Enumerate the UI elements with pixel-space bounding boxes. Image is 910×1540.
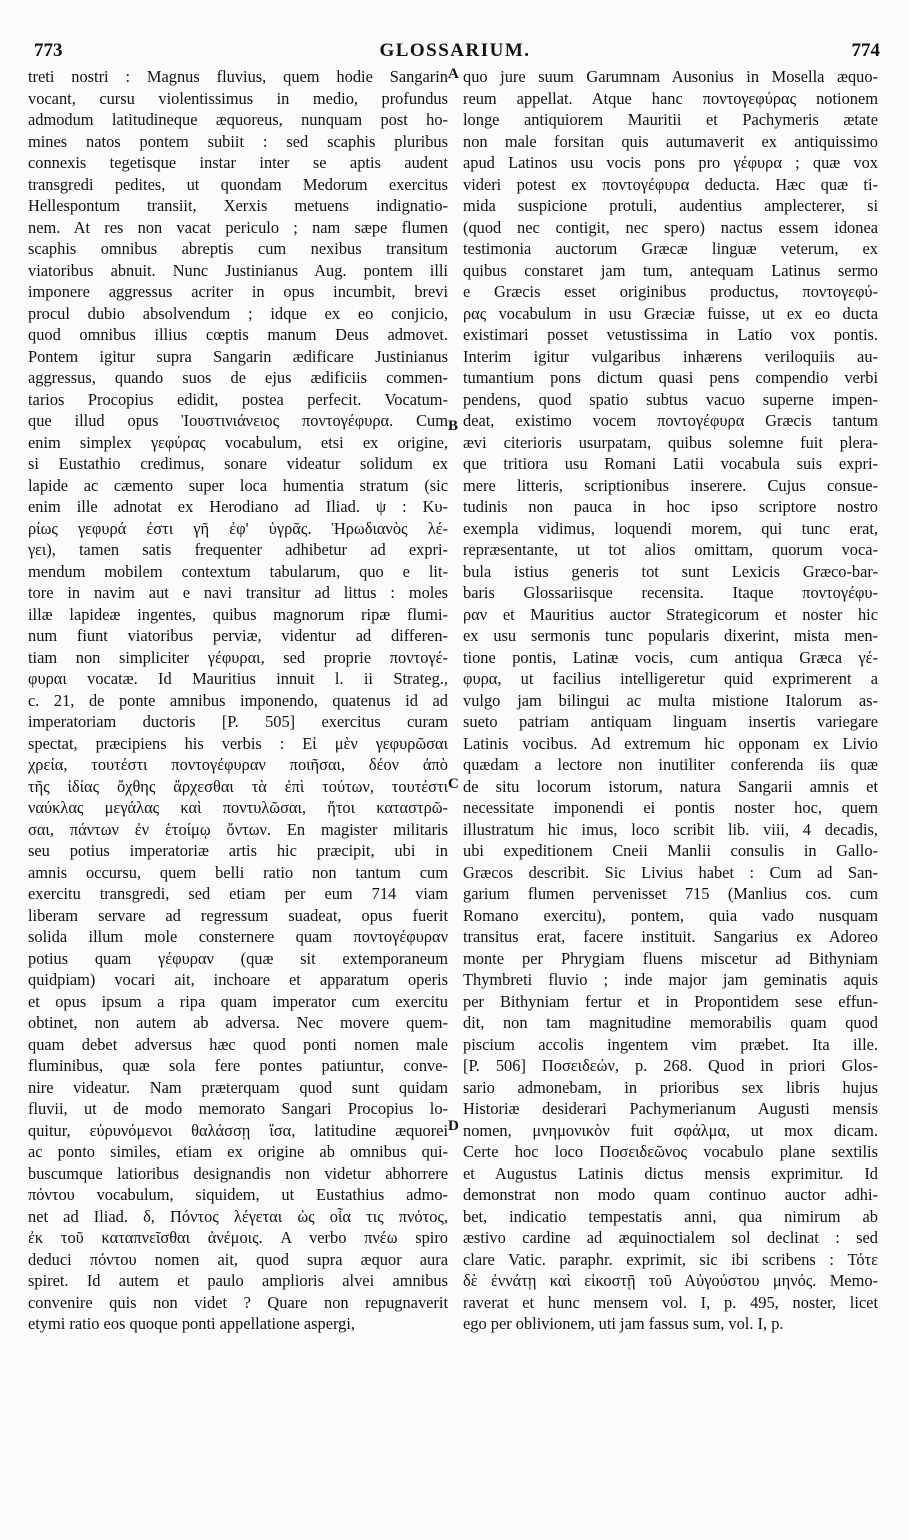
text-line: imperatoriam ductoris [P. 505] exercitus curam bbox=[28, 712, 448, 731]
text-line: treti nostri : Magnus fluvius, quem hodie Sangarin bbox=[28, 67, 448, 86]
text-line: ævi citerioris usurpatam, quibus solemne fuit plera- bbox=[463, 432, 878, 452]
text-line: lapide ac cæmento super loca humentia stratum (sic bbox=[28, 475, 448, 495]
text-line: existimari posset vetustissima in Latio vox pontis. bbox=[463, 325, 878, 344]
text-line: aggressus, quando suos de ejus ædificiis commen- bbox=[28, 368, 448, 387]
text-line: deduci πόντου nomen ait, quod supra æquor aura bbox=[28, 1249, 448, 1269]
text-line: tarios Procopius edidit, postea perfecit. Vocatum- bbox=[28, 389, 448, 409]
text-line: imponere aggressus acriter in opus incumbit, brevi bbox=[28, 282, 448, 301]
text-line: demonstrat non modo quam continuo auctor adhi- bbox=[463, 1185, 878, 1204]
text-line: quitur, εὐρυνόμενοι θαλάσσῃ ἴσα, latitudine æquorei bbox=[28, 1120, 448, 1140]
text-line: illustratum hic imus, loco scribit lib. viii, 4 decadis, bbox=[463, 819, 878, 839]
text-line: Interim igitur vulgaribus inhærens veriloquiis au- bbox=[463, 346, 878, 366]
text-line: que tritiora usu Romani Latii vocabula suis expri- bbox=[463, 454, 878, 473]
text-line: connexis tegetisque instar inter se aptis audent bbox=[28, 153, 448, 172]
text-line: Romano exercitu), pontem, quia vado nusquam bbox=[463, 905, 878, 925]
text-line: δὲ ἐννάτῃ καὶ εἰκοστῇ τοῦ Αὐγούστου μηνός. Memo- bbox=[463, 1271, 878, 1290]
text-line: illæ lapideæ ingentes, quibus magnorum ripæ flumi- bbox=[28, 604, 448, 624]
text-line: necessitate imponendi ei pontis noster hoc, quem bbox=[463, 798, 878, 817]
text-line: φυρα, ut facilius intelligeretur quid exprimerent a bbox=[463, 669, 878, 688]
text-line: ubi expeditionem Cneii Manlii consulis in Gallo- bbox=[463, 841, 878, 860]
text-line: sueto patriam antiquam linguam insertis variegare bbox=[463, 712, 878, 731]
text-line: tione pontis, Latinæ vocis, cum antiqua Græca γέ- bbox=[463, 647, 878, 667]
text-line: φυραι vocatæ. Id Mauritius innuit l. ii Strateg., bbox=[28, 669, 448, 688]
text-line: ac ponto similes, etiam ex origine ab omnibus qui- bbox=[28, 1142, 448, 1161]
margin-letter-c: C bbox=[448, 776, 459, 792]
text-line: tore in navim aut e navi transitur ad littus : moles bbox=[28, 583, 448, 602]
text-line: transitus erat, facere instituit. Sangarius ex Adoreo bbox=[463, 927, 878, 946]
text-line: ex usu sermonis tunc popularis dixerint, mista men- bbox=[463, 626, 878, 645]
text-line: tudinis non pauca in hoc ipso scriptore nostro bbox=[463, 497, 878, 516]
text-line: bet, indicatio tempestatis anni, qua nimirum ab bbox=[463, 1206, 878, 1226]
page-number-right: 774 bbox=[851, 40, 880, 61]
text-line: quædam a lectore non inutiliter conferenda iis quæ bbox=[463, 755, 878, 774]
text-line: enim simplex γεφύρας vocabulum, etsi ex origine, bbox=[28, 432, 448, 452]
text-line: et Augustus Latinis dictus mensis exprimitur. Id bbox=[463, 1163, 878, 1183]
text-line: reum appellat. Atque hanc ποντογεφύρας notionem bbox=[463, 88, 878, 108]
text-line: ego per oblivionem, uti jam fassus sum, vol. I, p. bbox=[463, 1314, 784, 1333]
text-line: sario admonebam, in prioribus sex libris hujus bbox=[463, 1077, 878, 1097]
text-line: quam debet adversus hæc quod ponti nomen male bbox=[28, 1034, 448, 1054]
text-line: quo jure suum Garumnam Ausonius in Mosella æquo- bbox=[463, 67, 878, 86]
text-line: scaphis omnibus abreptis cum nexibus transitum bbox=[28, 239, 448, 258]
text-line: si Eustathio credimus, sonare videatur solidum ex bbox=[28, 454, 448, 473]
margin-letter-a: A bbox=[448, 66, 459, 82]
text-line: mere litteris, scriptionibus inserere. Cujus consue- bbox=[463, 475, 878, 495]
text-line: videri potest ex ποντογέφυρα deducta. Hæc quæ ti- bbox=[463, 174, 878, 194]
text-line: obtinet, non autem ab adversa. Nec movere quem- bbox=[28, 1013, 448, 1032]
text-line: c. 21, de ponte amnibus imponendo, quatenus id ad bbox=[28, 690, 448, 710]
text-line: deat, existimo vocem ποντογέφυρα Græcis tantum bbox=[463, 411, 878, 430]
text-line: procul dubio absolvendum ; idque ex eo conjicio, bbox=[28, 303, 448, 323]
text-line: convenire quis non videt ? Quare non repugnaverit bbox=[28, 1292, 448, 1312]
text-line: potius quam γέφυραν (quæ sit extemporaneum bbox=[28, 948, 448, 968]
text-line: viatoribus abnuit. Nunc Justinianus Aug. pontem illi bbox=[28, 260, 448, 280]
text-line: fluminibus, quæ sola fere pontes patiuntur, conve- bbox=[28, 1056, 448, 1075]
text-line: (quod nec contigit, nec spero) nactus essem idonea bbox=[463, 217, 878, 237]
text-line: mida suspicione protuli, audentius amplecterer, si bbox=[463, 196, 878, 215]
text-line: γει), tamen satis frequenter adhibetur ad expri- bbox=[28, 540, 448, 559]
text-line: Latinis vocibus. Ad extremum hic opponam ex Livio bbox=[463, 733, 878, 753]
text-line: nomen, μνημονικὸν fuit σφάλμα, ut mox dicam. bbox=[463, 1120, 878, 1140]
text-line: ρας vocabulum in usu Græciæ fuisse, ut ex eo ducta bbox=[463, 303, 878, 323]
text-line: Thymbreti fluvio ; inde major jam geminatis aquis bbox=[463, 970, 878, 989]
margin-letter-b: B bbox=[448, 418, 459, 434]
text-line: seu potius imperatoriæ artis hic præcipit, ubi in bbox=[28, 841, 448, 860]
text-line: ἐκ τοῦ καταπνεῖσθαι ἀνέμοις. A verbo πνέω spiro bbox=[28, 1228, 448, 1247]
text-line: spectat, præcipiens his verbis : Εἰ μὲν γεφυρῶσαι bbox=[28, 733, 448, 753]
text-line: baris Glossariisque recensita. Itaque ποντογέφυ- bbox=[463, 583, 878, 602]
text-line: per Bithyniam fertur et in Propontidem sese effun- bbox=[463, 991, 878, 1011]
text-line: tumantium pons dictum quasi pens compendio verbi bbox=[463, 368, 878, 387]
text-line: bula istius generis tot sunt Lexicis Græco-bar- bbox=[463, 561, 878, 581]
text-line: tiam non simpliciter γέφυραι, sed proprie ποντογέ- bbox=[28, 647, 448, 667]
text-line: enim ille adnotat ex Herodiano ad Iliad. ψ : Κυ- bbox=[28, 497, 448, 516]
text-line: amnis occursu, quem belli ratio non tantum cum bbox=[28, 862, 448, 882]
text-line: dit, non tam magnitudine memorabilis quam quod bbox=[463, 1013, 878, 1032]
text-line: quidpiam) vocari ait, inchoare et apparatum operis bbox=[28, 970, 448, 989]
text-line: nem. At res non vacat periculo ; nam sæpe flumen bbox=[28, 217, 448, 237]
text-line: monte per Phrygiam fluens miscetur ad Bithyniam bbox=[463, 948, 878, 968]
text-line: χρεία, τουτέστι ποντογέφυραν ποιῆσαι, δέον ἀπὸ bbox=[28, 755, 448, 774]
text-line: repræsentante, ut tot alios omittam, quorum voca- bbox=[463, 540, 878, 559]
running-title: GLOSSARIUM. bbox=[379, 40, 531, 61]
page-header bbox=[30, 40, 880, 66]
text-line: vocant, cursu violentissimus in medio, profundus bbox=[28, 88, 448, 108]
text-line: τῆς ἰδίας ὄχθης ἄρχεσθαι τὰ ἐπὶ τούτων, τουτέστι bbox=[28, 776, 448, 796]
text-line: etymi ratio eos quoque ponti appellatione aspergi, bbox=[28, 1314, 355, 1333]
text-line: quod omnibus illius cœptis manum Deus admovet. bbox=[28, 325, 448, 344]
text-line: de situ locorum istorum, natura Sangarii amnis et bbox=[463, 776, 878, 796]
text-line: que illud opus Ἰουστινιάνειος ποντογέφυρα. Cum bbox=[28, 411, 448, 430]
text-line: ραν et Mauritius auctor Strategicorum et noster hic bbox=[463, 604, 878, 624]
text-line: num fiunt viatoribus perviæ, videntur ad differen- bbox=[28, 626, 448, 645]
text-line: Hellespontum transiit, Xerxis metuens indignatio- bbox=[28, 196, 448, 215]
text-line: transgredi pedites, ut quondam Medorum exercitus bbox=[28, 174, 448, 194]
text-line: Græcos describit. Sic Livius habet : Cum ad San- bbox=[463, 862, 878, 882]
text-line: clare Vatic. paraphr. exprimit, sic ibi scribens : Τότε bbox=[463, 1249, 878, 1269]
text-line: πόντου vocabulum, siquidem, ut Eustathius admo- bbox=[28, 1185, 448, 1204]
text-line: spiret. Id autem et paulo amplioris alvei amnibus bbox=[28, 1271, 448, 1290]
text-line: Pontem igitur supra Sangarin ædificare Justinianus bbox=[28, 346, 448, 366]
text-line: net ad Iliad. δ, Πόντος λέγεται ὡς οἷα τις πνότος, bbox=[28, 1206, 448, 1226]
text-line: mendum mobilem contextum tabularum, quo e lit- bbox=[28, 561, 448, 581]
text-line: liberam servare ad regressum suadeat, opus fuerit bbox=[28, 905, 448, 925]
page-number-left: 773 bbox=[34, 40, 63, 61]
text-line: apud Latinos usu vocis pons pro γέφυρα ; quæ vox bbox=[463, 153, 878, 172]
text-line: exercitu transgredi, sed etiam per eum 714 viam bbox=[28, 884, 448, 903]
text-line: ρίως γεφυρά ἐστι γῆ ἐφ' ὑγρᾶς. Ἡρωδιανὸς λέ- bbox=[28, 518, 448, 538]
text-line: solida illum mole consternere quam ποντογέφυραν bbox=[28, 927, 448, 946]
text-line: e Græcis esset originibus productus, ποντογεφύ- bbox=[463, 282, 878, 301]
text-line: σαι, πάντων ἐν ἑτοίμῳ ὄντων. En magister militaris bbox=[28, 819, 448, 839]
text-line: mines natos pontem subiit : sed scaphis pluribus bbox=[28, 131, 448, 151]
text-line: pendens, quod spatio subtus vacuo superne impen- bbox=[463, 389, 878, 409]
margin-letter-d: D bbox=[448, 1118, 459, 1134]
text-line: piscium accolis ingentem vim præbet. Ita ille. bbox=[463, 1034, 878, 1054]
text-line: longe antiquiorem Mauritii et Pachymeris ætate bbox=[463, 110, 878, 129]
text-line: testimonia auctorum Græcæ linguæ veterum, ex bbox=[463, 239, 878, 258]
right-text-column bbox=[463, 66, 878, 1335]
text-line: raverat et hunc mensem vol. I, p. 495, noster, licet bbox=[463, 1292, 878, 1312]
text-line: æstivo cardine ad æquinoctialem sol declinat : sed bbox=[463, 1228, 878, 1247]
text-line: admodum latitudineque æquoreus, nunquam post ho- bbox=[28, 110, 448, 129]
text-line: fluvii, ut de modo memorato Sangari Procopius lo- bbox=[28, 1099, 448, 1118]
text-line: quibus constaret jam tum, antequam Latinus sermo bbox=[463, 260, 878, 280]
text-line: buscumque latioribus designandis non videtur abhorrere bbox=[28, 1163, 448, 1183]
text-line: [P. 506] Ποσειδεών, p. 268. Quod in priori Glos- bbox=[463, 1056, 878, 1075]
text-line: vulgo jam bilingui ac multa mistione Italorum as- bbox=[463, 690, 878, 710]
left-text-column bbox=[28, 66, 448, 1335]
text-line: exempla vidimus, loquendi morem, qui tunc erat, bbox=[463, 518, 878, 538]
text-line: Certe hoc loco Ποσειδεῶνος vocabulo plane sextilis bbox=[463, 1142, 878, 1161]
text-line: garium flumen pervenisset 715 (Manlius cos. cum bbox=[463, 884, 878, 903]
text-line: Historiæ desiderari Pachymerianum Augusti mensis bbox=[463, 1099, 878, 1118]
text-line: ναύκλας μεγάλας καὶ ποντυλῶσαι, ἤτοι καταστρῶ- bbox=[28, 798, 448, 817]
text-line: non male forsitan quis autumaverit ex antiquissimo bbox=[463, 131, 878, 151]
text-line: nire videatur. Nam præterquam quod sunt quidam bbox=[28, 1077, 448, 1097]
text-line: et opus ipsum a ripa quam imperator cum exercitu bbox=[28, 991, 448, 1011]
